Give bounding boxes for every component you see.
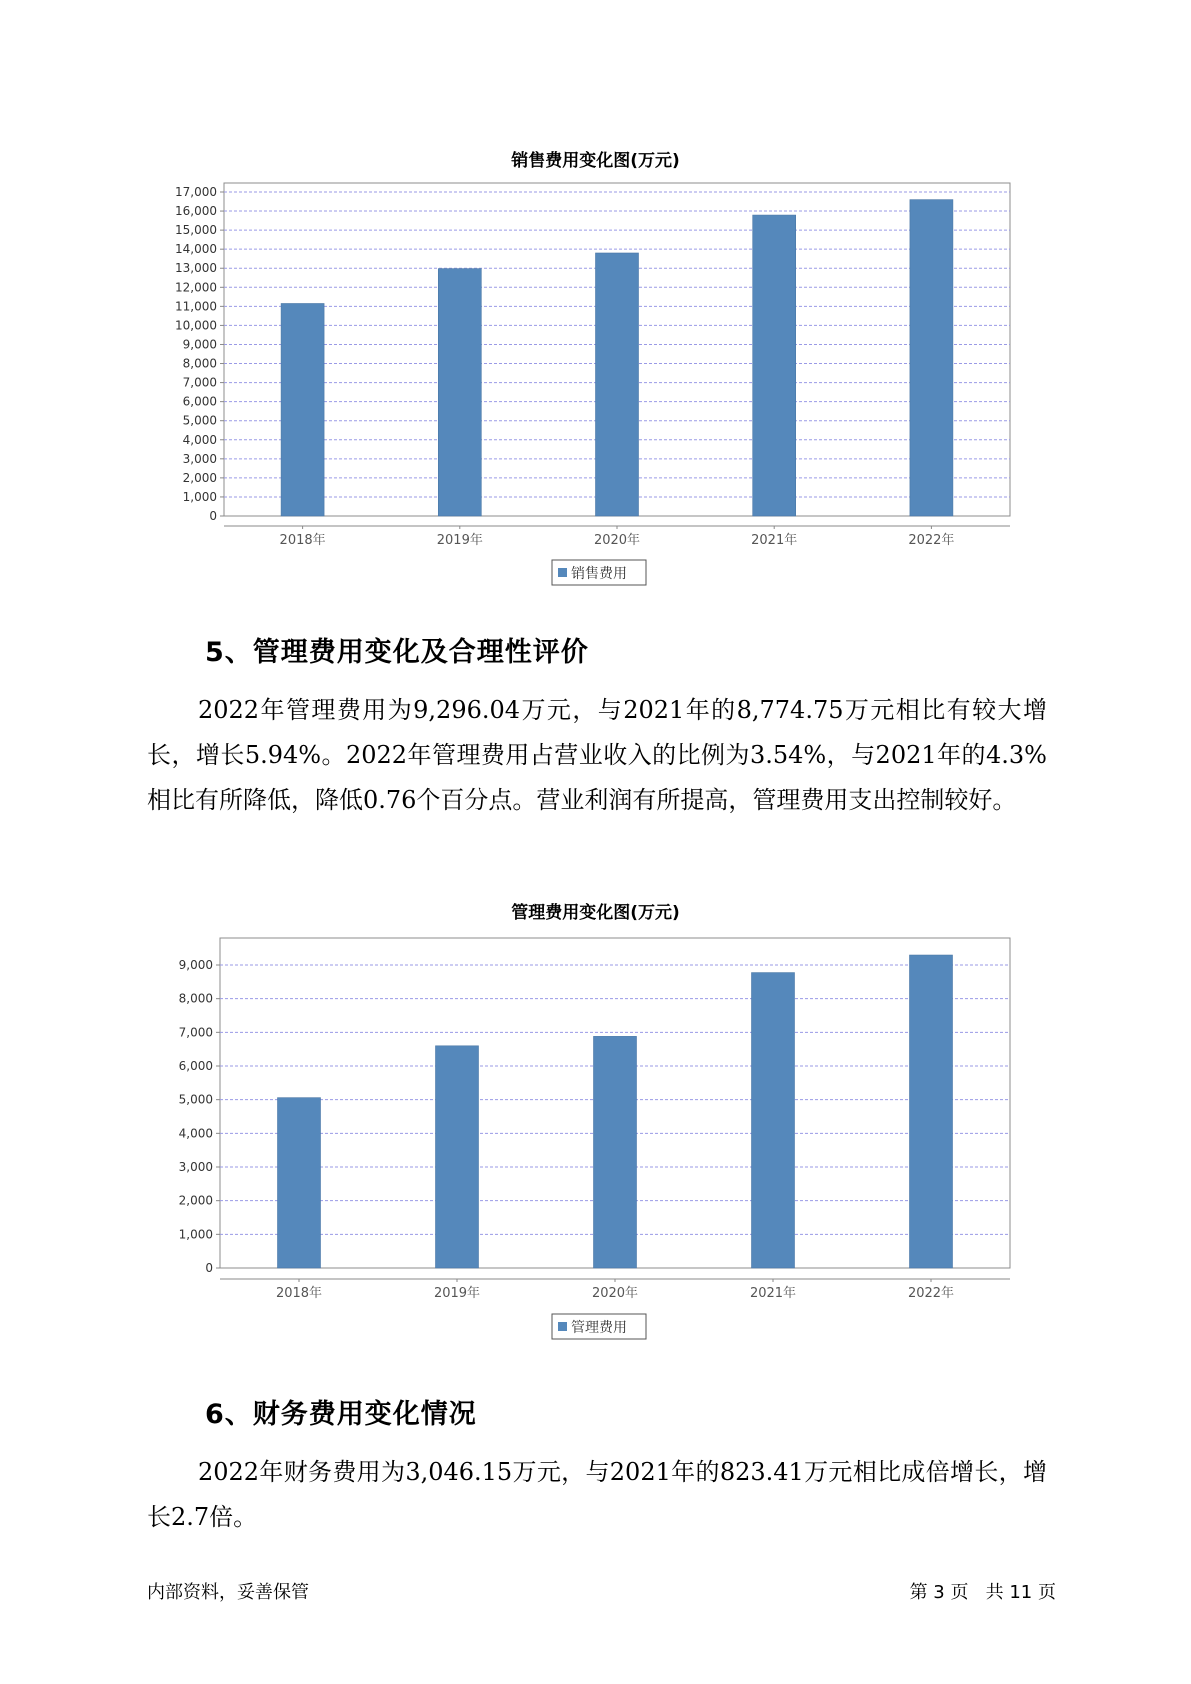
- y-tick-label: 8,000: [182, 356, 217, 371]
- x-tick-label: 2019年: [436, 533, 483, 548]
- bar-2021年: [752, 973, 795, 1268]
- y-tick-label: 16,000: [175, 204, 217, 219]
- x-tick-label: 2022年: [908, 533, 955, 548]
- y-tick-label: 13,000: [175, 261, 217, 276]
- y-tick-label: 3,000: [178, 1160, 213, 1174]
- section-6-paragraph: 2022年财务费用为3,046.15万元，与2021年的823.41万元相比成倍增长，增长2.7倍。: [147, 1458, 1047, 1531]
- bar-2019年: [436, 1046, 479, 1268]
- legend-swatch: [558, 1322, 567, 1331]
- x-tick-label: 2020年: [593, 533, 641, 548]
- section-5-paragraph: 2022年管理费用为9,296.04万元，与2021年的8,774.75万元相比有较大增长，增长5.94%。2022年管理费用占营业收入的比例为3.54%，与2021年的4.3%相比有所降低，降低0.76个百分点。营业利润有所提高，管理费用支出控制较好。: [147, 696, 1047, 814]
- y-tick-label: 1,000: [182, 489, 217, 504]
- y-tick-label: 4,000: [178, 1126, 213, 1141]
- x-tick-label: 2018年: [279, 533, 326, 548]
- x-tick-label: 2021年: [751, 533, 798, 548]
- y-tick-label: 0: [209, 509, 217, 523]
- y-tick-label: 17,000: [175, 185, 217, 199]
- y-tick-label: 6,000: [182, 394, 217, 409]
- y-tick-label: 3,000: [182, 451, 217, 466]
- y-tick-label: 10,000: [175, 318, 217, 333]
- x-tick-label: 2021年: [749, 1286, 797, 1301]
- y-tick-label: 15,000: [175, 223, 217, 238]
- y-tick-label: 2,000: [182, 470, 217, 485]
- legend: [552, 1314, 646, 1339]
- y-tick-label: 14,000: [175, 242, 217, 257]
- x-tick-label: 2020年: [591, 1286, 639, 1301]
- chart-1-title: 销售费用变化图(万元): [511, 151, 680, 171]
- y-tick-label: 11,000: [175, 299, 217, 314]
- footer-page-number: 第 3 页 共 11 页: [909, 1582, 1056, 1603]
- y-tick-label: 9,000: [178, 958, 213, 972]
- section-5-heading: 5、管理费用变化及合理性评价: [205, 637, 589, 668]
- y-tick-label: 4,000: [182, 432, 217, 447]
- y-tick-label: 6,000: [178, 1059, 213, 1073]
- bar-2018年: [278, 1098, 321, 1268]
- y-tick-label: 5,000: [182, 413, 217, 428]
- bar-2022年: [910, 955, 953, 1268]
- chart-2-title: 管理费用变化图(万元): [511, 903, 680, 923]
- y-tick-label: 7,000: [182, 375, 217, 390]
- legend-label: 销售费用: [571, 566, 627, 582]
- x-tick-label: 2018年: [275, 1286, 323, 1301]
- y-tick-label: 7,000: [178, 1025, 213, 1040]
- legend-label: 管理费用: [571, 1320, 627, 1336]
- x-tick-label: 2022年: [907, 1286, 955, 1301]
- y-tick-label: 9,000: [182, 337, 217, 352]
- footer-confidential: 内部资料，妥善保管: [147, 1582, 309, 1603]
- y-tick-label: 0: [205, 1261, 213, 1275]
- y-tick-label: 1,000: [178, 1227, 213, 1242]
- y-tick-label: 5,000: [178, 1092, 213, 1107]
- y-tick-label: 2,000: [178, 1193, 213, 1208]
- section-6-heading: 6、财务费用变化情况: [205, 1399, 477, 1430]
- y-tick-label: 12,000: [175, 280, 217, 295]
- x-tick-label: 2019年: [433, 1286, 481, 1301]
- bar-2020年: [594, 1036, 637, 1268]
- y-tick-label: 8,000: [178, 991, 213, 1006]
